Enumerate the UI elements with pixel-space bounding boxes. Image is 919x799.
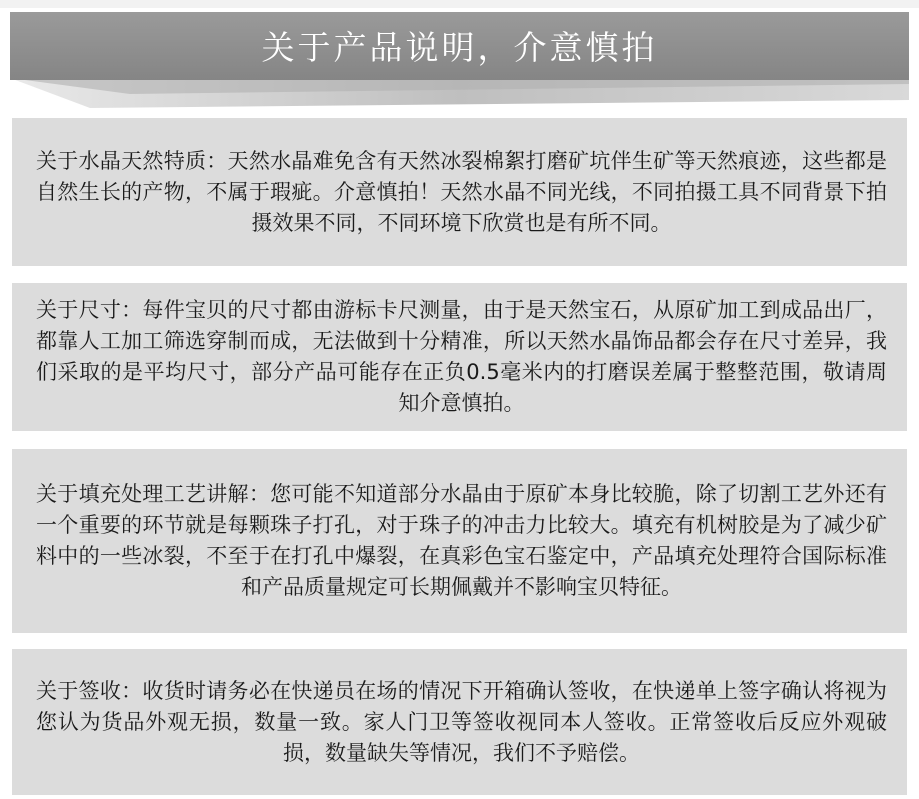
notice-text: 关于填充处理工艺讲解：您可能不知道部分水晶由于原矿本身比较脆，除了切割工艺外还有一个重要的环节就是每颗珠子打孔，对于珠子的冲击力比较大。填充有机树胶是为了减少矿料中的一些冰裂，不至于在打孔中爆裂，在真彩色宝石鉴定中，产品填充处理符合国际标准和产品质量规定可长期佩戴并不影响宝贝特征。	[36, 482, 887, 599]
notice-size	[12, 283, 907, 431]
notice-delivery-signing	[12, 649, 907, 795]
notice-crystal-nature	[12, 118, 907, 266]
banner-title: 关于产品说明，介意慎拍	[261, 28, 658, 67]
notice-text: 关于水晶天然特质：天然水晶难免含有天然冰裂棉絮打磨矿坑伴生矿等天然痕迹，这些都是自然生长的产物，不属于瑕疵。介意慎拍！天然水晶不同光线，不同拍摄工具不同背景下拍摄效果不同，不同环境下欣赏也是有所不同。	[36, 148, 887, 235]
notice-text: 关于尺寸：每件宝贝的尺寸都由游标卡尺测量，由于是天然宝石，从原矿加工到成品出厂，都靠人工加工筛选穿制而成，无法做到十分精准，所以天然水晶饰品都会存在尺寸差异，我们采取的是平均尺寸，部分产品可能存在正负0.5毫米内的打磨误差属于整整范围，敬请周知介意慎拍。	[36, 298, 887, 415]
notice-filling-process	[12, 449, 907, 633]
top-divider-strip	[0, 0, 919, 8]
section-banner	[10, 12, 909, 112]
notice-text: 关于签收：收货时请务必在快递员在场的情况下开箱确认签收，在快递单上签字确认将视为您认为货品外观无损，数量一致。家人门卫等签收视同本人签收。正常签收后反应外观破损，数量缺失等情况，我们不予赔偿。	[36, 678, 887, 765]
